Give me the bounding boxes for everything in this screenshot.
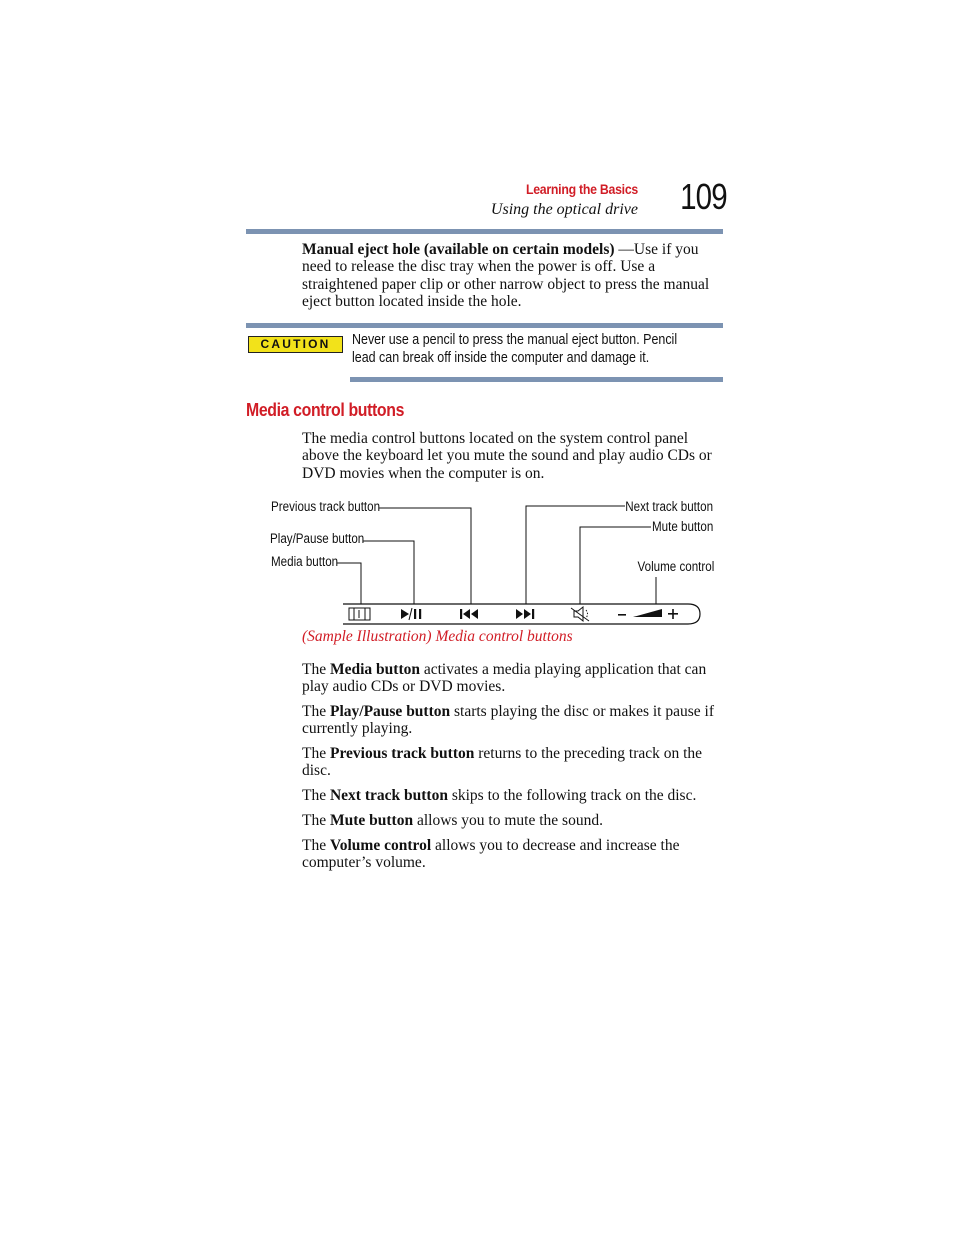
section-heading: Media control buttons	[246, 400, 405, 420]
label-mute: Mute button	[651, 519, 713, 534]
caution-text: Never use a pencil to press the manual eject button. Pencil lead can break off inside the computer and damage it.	[352, 332, 678, 366]
page-number: 109	[680, 176, 727, 217]
volume-slider-ramp[interactable]	[633, 609, 662, 617]
play-pause-icon[interactable]	[401, 608, 421, 620]
previous-track-icon[interactable]	[460, 609, 478, 619]
label-media: Media button	[271, 554, 339, 569]
callout-line-play-pause	[363, 541, 414, 604]
callout-line-previous	[379, 508, 471, 604]
volume-down-icon[interactable]	[618, 614, 626, 616]
caution-badge: CAUTION	[248, 336, 343, 353]
header-section-title: Learning the Basics	[525, 181, 638, 197]
figure-caption: (Sample Illustration) Media control buttons	[302, 628, 573, 645]
callout-line-media	[337, 563, 361, 604]
description-media: The Media button activates a media playing application that can play audio CDs or DVD movies.	[302, 661, 707, 696]
callout-line-next	[526, 506, 625, 604]
label-next-track: Next track button	[625, 499, 713, 514]
description-mute: The Mute button allows you to mute the sound.	[302, 812, 603, 829]
eject-term: Manual eject hole (available on certain models)	[302, 241, 615, 258]
intro-paragraph: The media control buttons located on the system control panel above the keyboard let you mute the sound and play audio CDs or DVD movies when the computer is on.	[302, 430, 712, 482]
label-volume: Volume control	[637, 559, 714, 574]
description-play-pause: The Play/Pause button starts playing the disc or makes it pause if currently playing.	[302, 703, 714, 738]
header-subsection-title: Using the optical drive	[490, 201, 638, 218]
description-previous-track: The Previous track button returns to the preceding track on the disc.	[302, 745, 703, 780]
description-next-track: The Next track button skips to the following track on the disc.	[302, 787, 697, 804]
callout-lines	[337, 506, 656, 604]
volume-control[interactable]	[618, 609, 678, 619]
mute-icon[interactable]	[571, 607, 589, 621]
next-track-icon[interactable]	[516, 609, 534, 619]
description-volume: The Volume control allows you to decrease and increase the computer’s volume.	[302, 837, 680, 872]
eject-text: —Use if you need to release the disc tray when the power is off. Use a straightened paper clip or other narrow object to press the manual eject button located inside the hole.	[302, 241, 710, 310]
media-button-icon[interactable]	[349, 608, 370, 620]
label-play-pause: Play/Pause button	[270, 531, 365, 546]
label-previous-track: Previous track button	[271, 499, 381, 514]
